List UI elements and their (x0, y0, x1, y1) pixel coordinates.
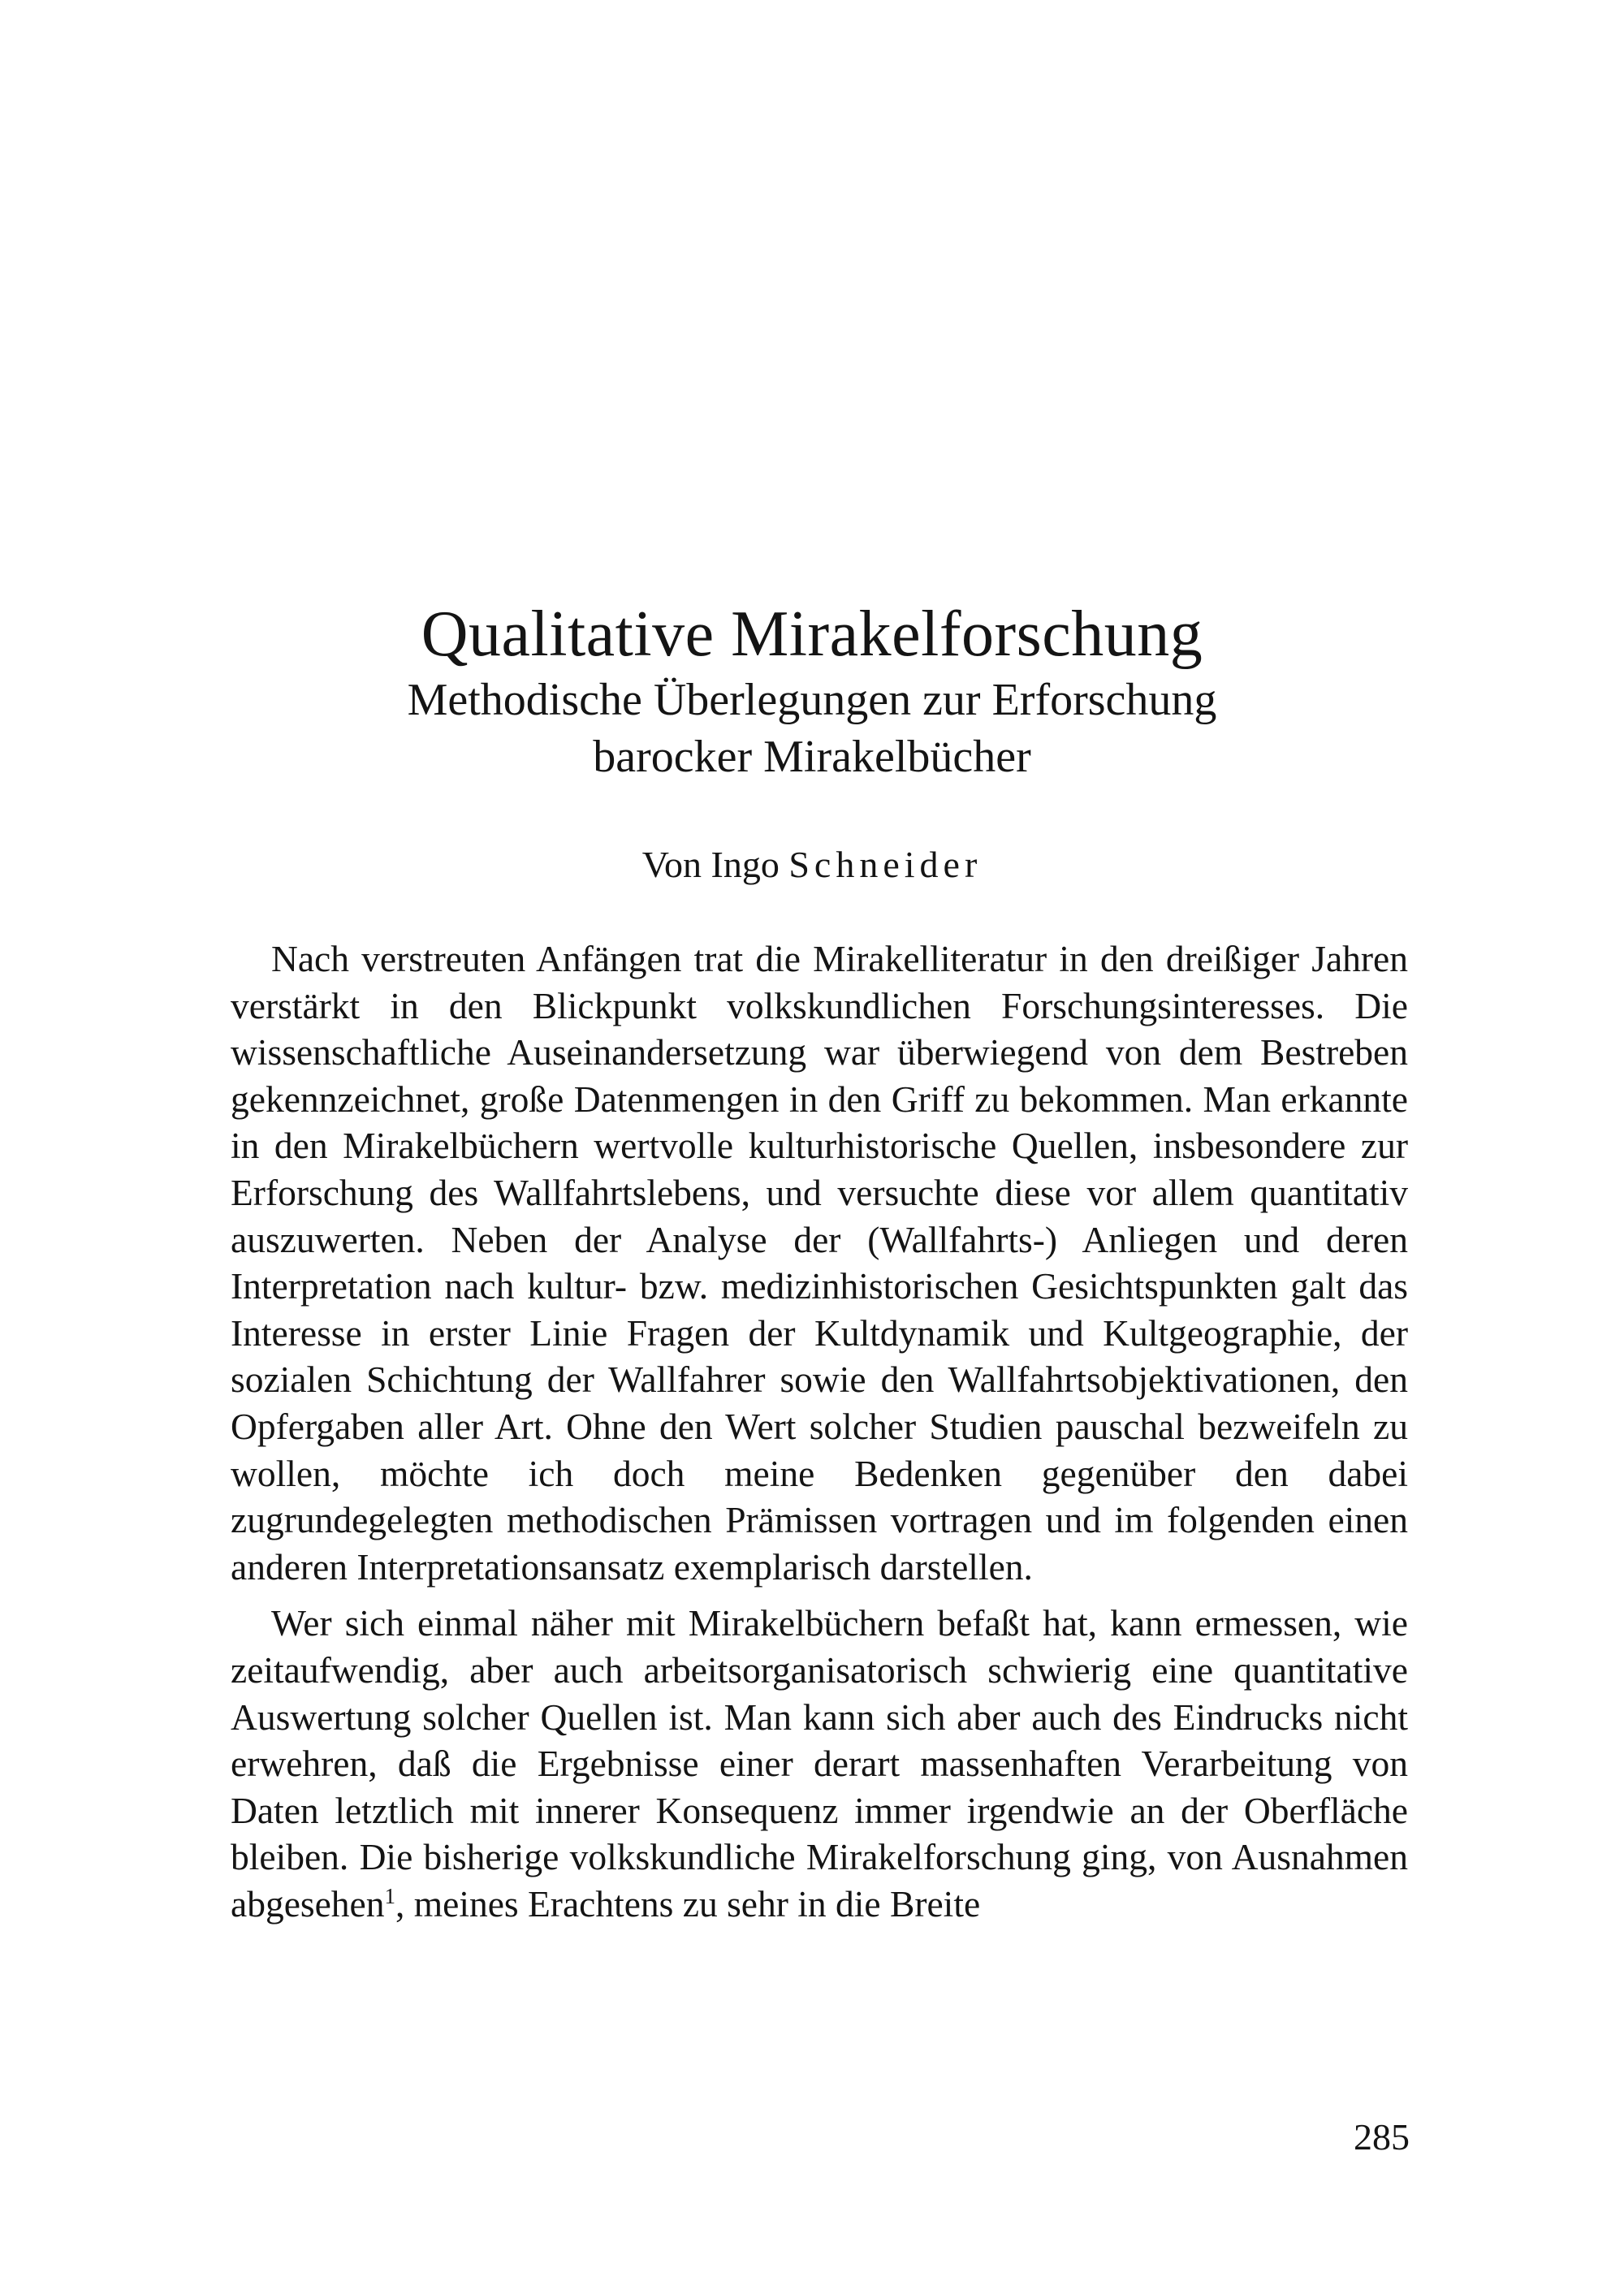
title-block (227, 597, 1397, 785)
paragraph-2-text: Wer sich einmal näher mit Mirakelbüchern befaßt hat, kann ermessen, wie zeitaufwendig, aber auch arbeitsorganisatorisch schwierig eine quantitative Auswertung solcher Quellen ist. Man kann sich aber auch des Eindrucks nicht erwehren, daß die Ergebnisse einer derart massenhaften Verarbeitung von Daten letztlich mit innerer Konsequenz immer irgendwie an der Oberfläche bleiben. Die bisherige volkskundliche Mirakelforschung ging, von Ausnahmen abgesehen (231, 1602, 1408, 1925)
author-line (227, 840, 1397, 889)
footnote-marker: 1 (384, 1883, 395, 1908)
article-subtitle-line-1: Methodische Überlegungen zur Erforschung (407, 675, 1217, 725)
paragraph-2-text-continued: , meines Erachtens zu sehr in die Breite (395, 1882, 981, 1925)
author-surname: Schneider (788, 844, 983, 885)
article-subtitle-line-2: barocker Mirakelbücher (593, 732, 1031, 782)
article-title: Qualitative Mirakelforschung (421, 598, 1203, 670)
body-paragraph-1: Nach verstreuten Anfängen trat die Mirakelliteratur in den dreißiger Jahren verstärkt in den Blickpunkt volkskundlichen Forschungsinteresses. Die wissenschaftliche Auseinandersetzung war überwiegend von dem Bestreben gekennzeichnet, große Datenmengen in den Griff zu bekommen. Man erkannte in den Mirakelbüchern wertvolle kulturhistorische Quellen, insbesondere zur Erforschung des Wallfahrtslebens, und versuchte diese vor allem quantitativ auszuwerten. Neben der Analyse der (Wallfahrts-) Anliegen und deren Interpretation nach kultur- bzw. medizinhistorischen Gesichtspunkten galt das Interesse in erster Linie Fragen der Kultdynamik und Kultgeographie, der sozialen Schichtung der Wallfahrer sowie den Wallfahrtsobjektivationen, den Opfergaben aller Art. Ohne den Wert solcher Studien pauschal bezweifeln zu wollen, möchte ich doch meine Bedenken gegenüber den dabei zugrundegelegten methodischen Prämissen vortragen und im folgenden einen anderen Interpretationsansatz exemplarisch darstellen. (231, 938, 1408, 1588)
body-text (231, 935, 1408, 1927)
body-paragraph-2 (231, 1600, 1408, 1927)
author-prefix: Von Ingo (641, 844, 780, 885)
page-number: 285 (1354, 2116, 1410, 2158)
